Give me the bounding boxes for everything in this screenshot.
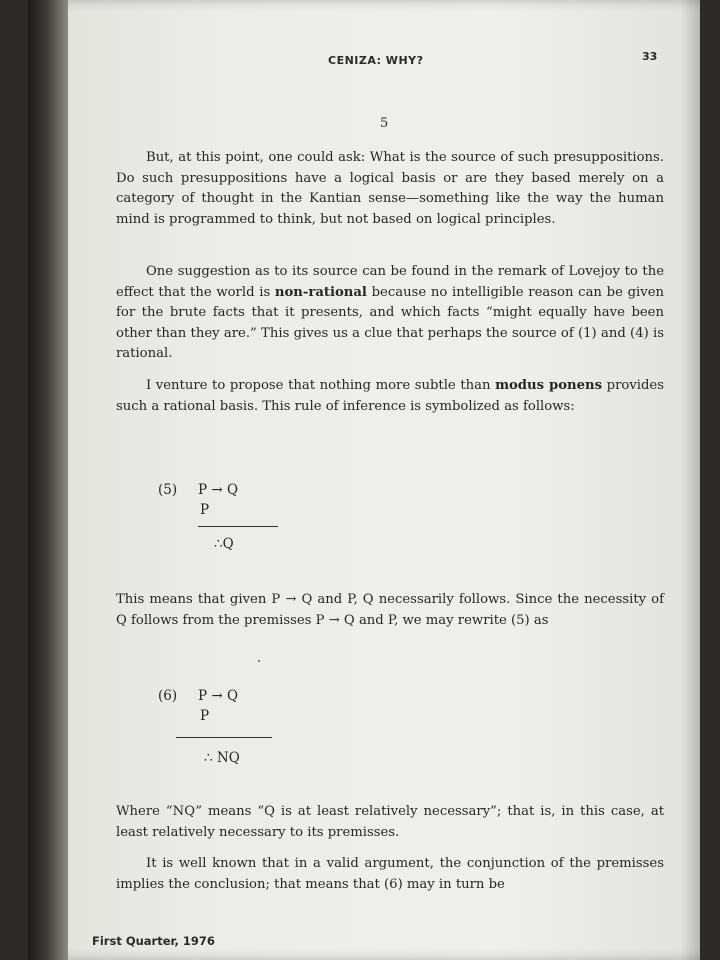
paragraph-4-text: This means that given P → Q and P, Q necessarily follows. Since the necessity of Q follows from the premisses P → Q and P, we may rewrite (5) as (116, 592, 664, 628)
running-title: CENIZA: WHY? (328, 54, 424, 67)
footer-issue: First Quarter, 1976 (92, 934, 215, 948)
paragraph-3 (116, 376, 664, 417)
paragraph-6 (116, 854, 664, 895)
formula-6-label: (6) (158, 688, 178, 704)
paragraph-6-text: It is well known that in a valid argument, the conjunction of the premisses implies the conclusion; that means that (6) may in turn be (116, 856, 664, 892)
formula-6-conclusion: ∴ NQ (204, 750, 240, 766)
speck (258, 660, 260, 662)
paragraph-1 (116, 148, 664, 230)
paragraph-3-text-a: I venture to propose that nothing more subtle than (146, 378, 496, 393)
formula-5-label: (5) (158, 482, 178, 498)
formula-6-premise-1: P → Q (198, 688, 239, 704)
paragraph-5 (116, 802, 664, 843)
formula-5-conclusion: ∴Q (214, 536, 234, 552)
formula-5-premise-2: P (200, 502, 210, 518)
paragraph-4 (116, 590, 664, 631)
paragraph-3-text-b: provides such a rational basis. This rule of inference is symbolized as follows: (116, 378, 664, 414)
paragraph-2-text-b: because no intelligible reason can be given for the brute facts that it presents, and which facts “might equally have been other than they are.” This gives us a clue that perhaps the source of (1) and (4) is rational. (116, 284, 664, 361)
formula-6-premise-2: P (200, 708, 210, 724)
section-number: 5 (380, 116, 389, 131)
page-edge-shadow (680, 0, 700, 960)
formula-6-inference-line (176, 737, 272, 738)
document-page (28, 0, 700, 960)
paragraph-2-text-a: One suggestion as to its source can be found in the remark of Lovejoy to the effect that the world is (116, 264, 664, 300)
book-spine-shadow (28, 0, 68, 960)
paragraph-3-bold-term: modus ponens (495, 378, 603, 393)
paragraph-5-text: Where “NQ” means “Q is at least relatively necessary”; that is, in this case, at least relatively necessary to its premisses. (116, 804, 664, 840)
formula-5-inference-line (198, 526, 278, 527)
formula-5-premise-1: P → Q (198, 482, 239, 498)
paragraph-1-text: But, at this point, one could ask: What is the source of such presuppositions. Do such presuppositions have a logical basis or are they based merely on a category of thought in the Kantian sense—something like the way the human mind is programmed to think, but not based on logical principles. (116, 150, 664, 227)
paragraph-2-bold-term: non-rational (274, 284, 367, 300)
paragraph-2 (116, 262, 664, 365)
page-number: 33 (642, 50, 658, 63)
